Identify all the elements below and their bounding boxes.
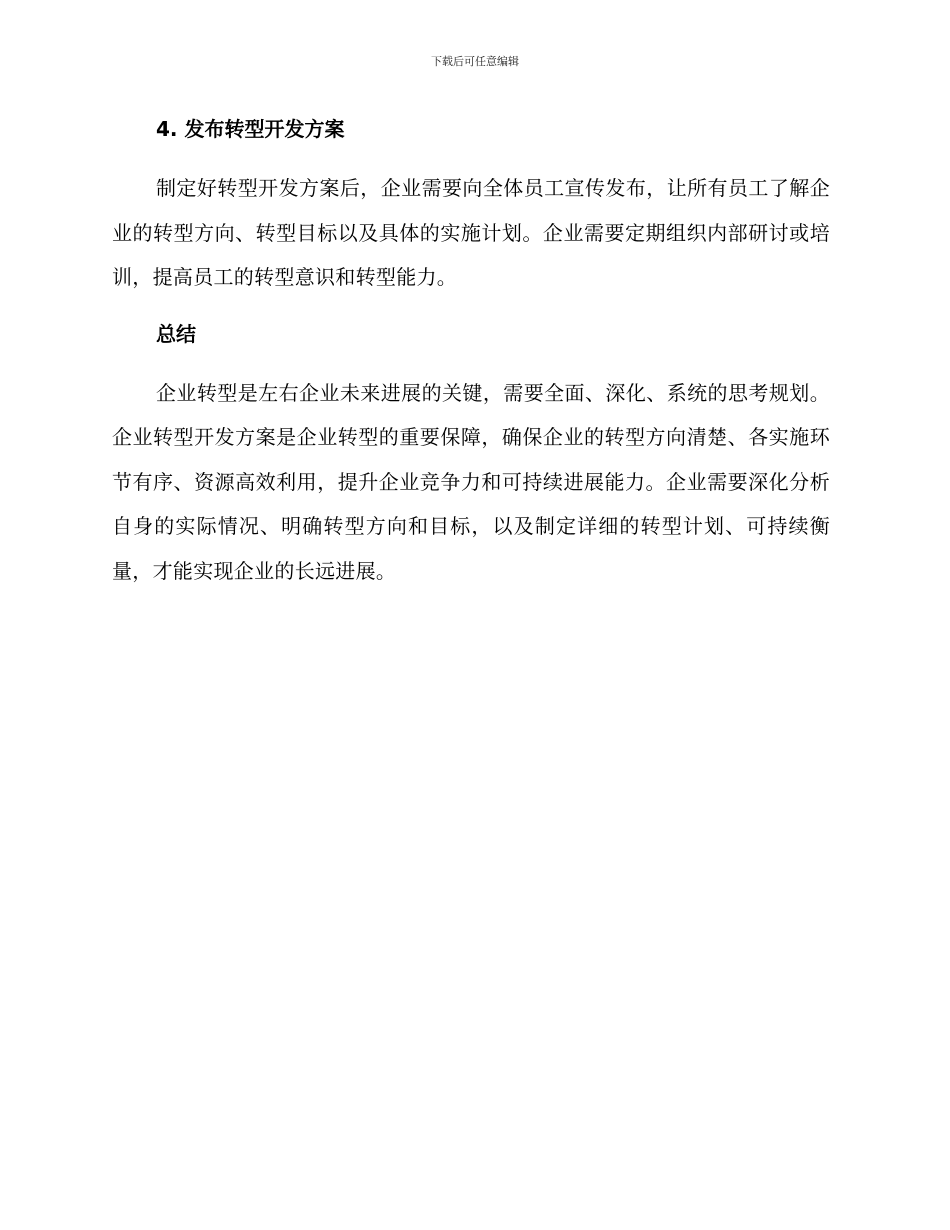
document-body <box>112 112 830 593</box>
page-header: 下载后可任意编辑 <box>431 55 519 68</box>
section-paragraph-publish-plan: 制定好转型开发方案后，企业需要向全体员工宣传发布，让所有员工了解企业的转型方向、转型目标以及具体的实施计划。企业需要定期组织内部研讨或培训，提高员工的转型意识和转型能力。 <box>112 176 830 289</box>
section-paragraph-summary: 企业转型是左右企业未来进展的关键，需要全面、深化、系统的思考规划。企业转型开发方案是企业转型的重要保障，确保企业的转型方向清楚、各实施环节有序、资源高效利用，提升企业竞争力和可持续进展能力。企业需要深化分析自身的实际情况、明确转型方向和目标，以及制定详细的转型计划、可持续衡量，才能实现企业的长远进展。 <box>112 380 830 583</box>
section-heading-publish-plan: 4. 发布转型开发方案 <box>156 117 345 141</box>
section-heading-summary: 总结 <box>156 321 196 346</box>
